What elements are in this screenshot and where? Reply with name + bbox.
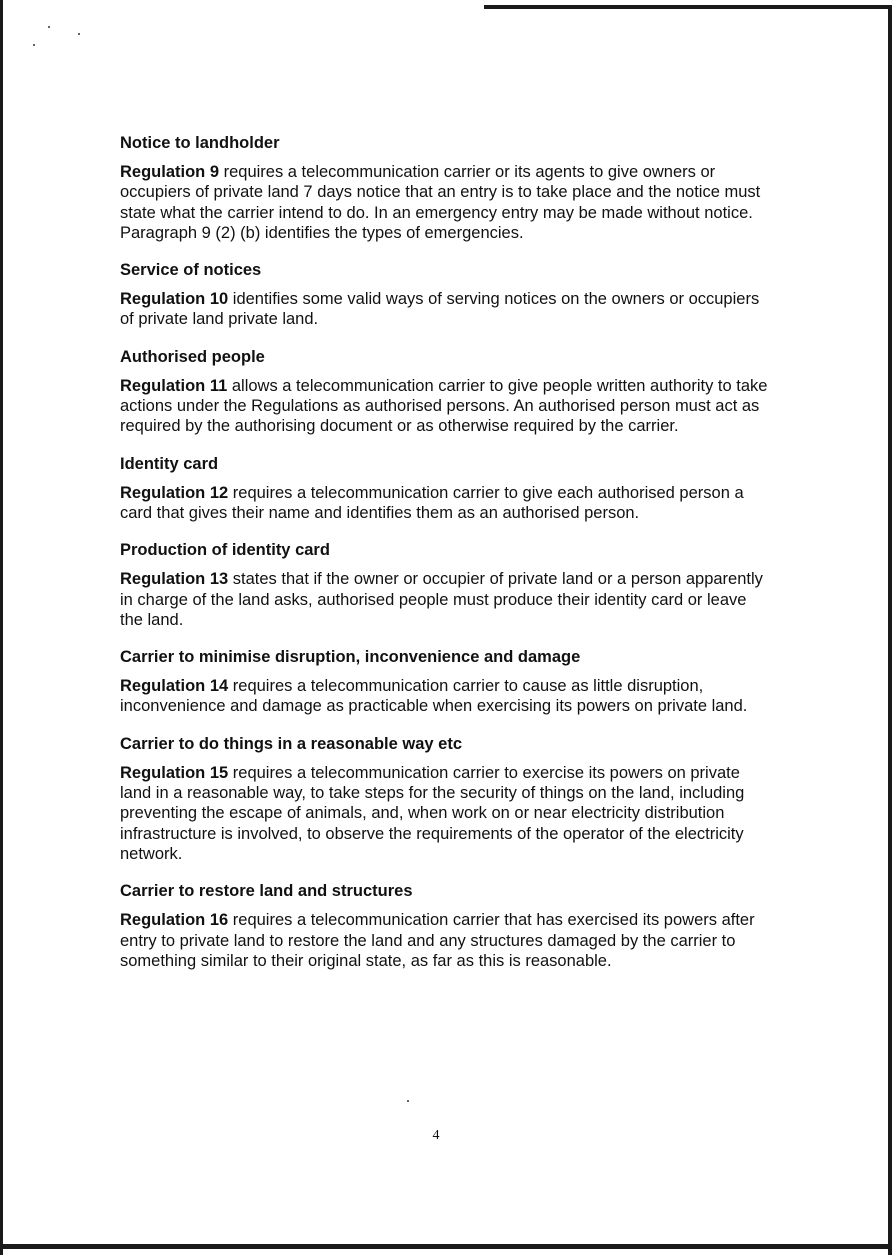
regulation-reference: Regulation 13 [120,570,229,589]
paragraph-text: requires a telecommunication carrier to give each authorised person a card that gives their name and identifies them as an authorised person. [120,483,744,522]
page-number: 4 [432,1128,440,1143]
paragraph-text: states that if the owner or occupier of private land or a person apparently in charge of the land asks, authorised people must produce their identity card or leave the land. [120,570,763,629]
section-heading: Service of notices [120,261,262,280]
section-heading: Identity card [120,454,219,473]
section-heading: Notice to landholder [120,134,280,152]
section-heading: Production of identity card [120,541,330,560]
scan-edge-bottom [0,1244,892,1249]
paragraph-text: identifies some valid ways of serving notices on the owners or occupiers of private land private land. [120,290,760,329]
scan-speck [48,26,50,28]
section-paragraph [120,676,770,717]
section-service-of-notices [120,260,770,330]
section-paragraph [120,910,770,971]
section-minimise-disruption [120,647,770,717]
document-body [120,133,770,988]
scan-edge-left [0,0,3,1255]
scan-speck [33,44,35,46]
paragraph-text: requires a telecommunication carrier to cause as little disruption, inconvenience and damage as practicable when exercising its powers on private land. [120,677,748,716]
regulation-reference: Regulation 12 [120,483,229,502]
regulation-reference: Regulation 10 [120,290,229,309]
section-heading: Authorised people [120,347,265,366]
paragraph-text: requires a telecommunication carrier or its agents to give owners or occupiers of private land 7 days notice that an entry is to take place and the notice must state what the carrier intend to do. In an emergency entry may be made without notice. Paragraph 9 (2) (b) identifies the types of emergencies. [120,163,761,242]
scan-edge-top [484,5,892,9]
section-authorised-people [120,347,770,437]
scan-speck [78,33,80,35]
section-restore-land [120,881,770,971]
regulation-reference: Regulation 14 [120,677,229,696]
section-heading: Carrier to do things in a reasonable way etc [120,734,463,753]
section-paragraph [120,376,770,437]
section-heading: Carrier to minimise disruption, inconvenience and damage [120,648,581,667]
section-paragraph [120,289,770,330]
scan-edge-right [888,5,892,1255]
section-notice-to-landholder [120,133,770,243]
section-paragraph [120,763,770,864]
regulation-reference: Regulation 11 [120,376,228,395]
section-reasonable-way [120,734,770,864]
section-paragraph [120,483,770,524]
paragraph-text: allows a telecommunication carrier to give people written authority to take actions under the Regulations as authorised persons. An authorised person must act as required by the authorising document or as otherwise required by the carrier. [120,376,768,436]
regulation-reference: Regulation 16 [120,911,229,930]
scan-speck [407,1100,409,1102]
section-heading: Carrier to restore land and structures [120,882,413,901]
paragraph-text: requires a telecommunication carrier that has exercised its powers after entry to private land to restore the land and any structures damaged by the carrier to something similar to their original state, as far as this is reasonable. [120,911,755,970]
regulation-reference: Regulation 9 [120,163,220,181]
paragraph-text: requires a telecommunication carrier to exercise its powers on private land in a reasonable way, to take steps for the security of things on the land, including preventing the escape of animals, and, when work on or near electricity distribution infrastructure is involved, to observe the requirements of the operator of the electricity network. [120,763,745,863]
section-paragraph [120,162,770,243]
section-paragraph [120,569,770,630]
section-production-of-identity-card [120,540,770,630]
section-identity-card [120,454,770,524]
regulation-reference: Regulation 15 [120,763,229,782]
